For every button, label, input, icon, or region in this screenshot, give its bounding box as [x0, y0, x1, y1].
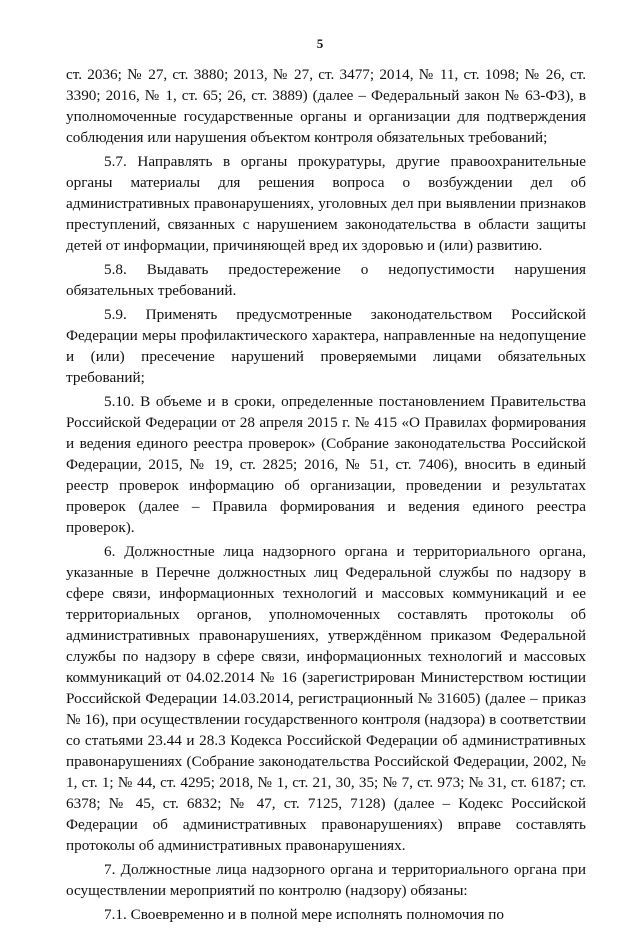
- paragraph-5-10: 5.10. В объеме и в сроки, определенные постановлением Правительства Российской Федерации от 28 апреля 2015 г. № 415 «О Правилах формирования и ведения единого реестра проверок» (Собрание законодательства Российской Федерации, 2015, № 19, ст. 2825; 2016, № 51, ст. 7406), вносить в единый реестр проверок информацию об организации, проведении и результатах проверок (далее – Правила формирования и ведения единого реестра проверок).: [66, 393, 586, 536]
- paragraph-7-1: 7.1. Своевременно и в полной мере исполнять полномочия по: [104, 906, 504, 923]
- paragraph-5-8: 5.8. Выдавать предостережение о недопустимости нарушения обязательных требований.: [66, 261, 586, 299]
- paragraph-continuation: ст. 2036; № 27, ст. 3880; 2013, № 27, ст. 3477; 2014, № 11, ст. 1098; № 26, ст. 3390; 2016, № 1, ст. 65; 26, ст. 3889) (далее – Федеральный закон № 63-ФЗ), в уполномоченные государственные органы и организации для подтверждения соблюдения или нарушения объектом контроля обязательных требований;: [66, 66, 586, 146]
- paragraph-5-9: 5.9. Применять предусмотренные законодательством Российской Федерации меры профилактического характера, направленные на недопущение и (или) пресечение нарушений проверяемыми лицами обязательных требований;: [66, 306, 586, 386]
- paragraph-5-7: 5.7. Направлять в органы прокуратуры, другие правоохранительные органы материалы для решения вопроса о возбуждении дел об административных правонарушениях, уголовных дел при выявлении признаков преступлений, связанных с нарушением законодательства в области защиты детей от информации, причиняющей вред их здоровью и (или) развитию.: [66, 153, 586, 254]
- page-number: 5: [316, 36, 324, 51]
- document-body: [66, 64, 586, 928]
- paragraph-7: 7. Должностные лица надзорного органа и территориального органа при осуществлении мероприятий по контролю (надзору) обязаны:: [66, 861, 586, 899]
- paragraph-6: 6. Должностные лица надзорного органа и территориального органа, указанные в Перечне должностных лиц Федеральной службы по надзору в сфере связи, информационных технологий и массовых коммуникаций и ее территориальных органов, уполномоченных составлять протоколы об административных правонарушениях, утверждённом приказом Федеральной службы по надзору в сфере связи, информационных технологий и массовых коммуникаций от 04.02.2014 № 16 (зарегистрирован Министерством юстиции Российской Федерации 14.03.2014, регистрационный № 31605) (далее – приказ № 16), при осуществлении государственного контроля (надзора) в соответствии со статьями 23.44 и 28.3 Кодекса Российской Федерации об административных правонарушениях (Собрание законодательства Российской Федерации, 2002, № 1, ст. 1; № 44, ст. 4295; 2018, № 1, ст. 21, 30, 35; № 7, ст. 973; № 31, ст. 6187; ст. 6378; № 45, ст. 6832; № 47, ст. 7125, 7128) (далее – Кодекс Российской Федерации об административных правонарушениях) вправе составлять протоколы об административных правонарушениях.: [66, 543, 586, 854]
